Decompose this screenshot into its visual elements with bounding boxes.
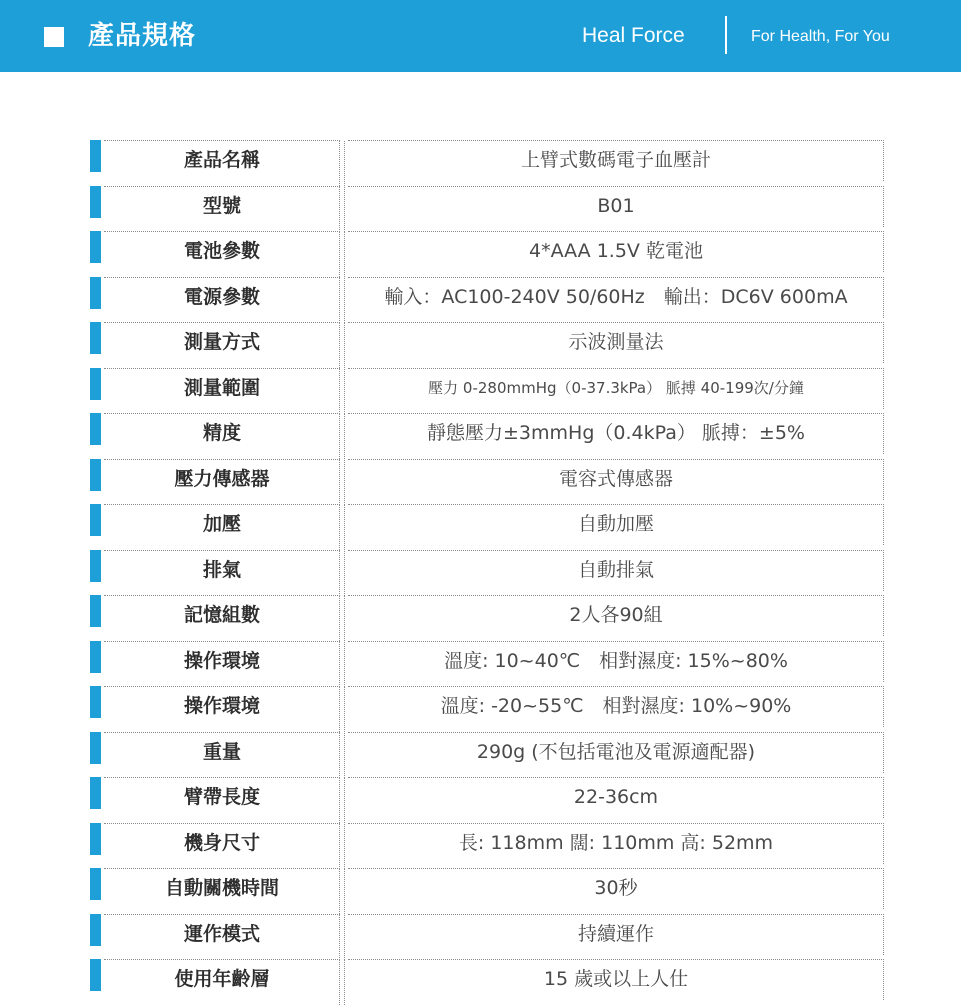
spec-label: 電源參數 [183, 285, 260, 308]
spec-value: 溫度: -20~55℃ 相對濕度: 10%~90% [440, 695, 792, 717]
spec-value: 22-36cm [573, 786, 659, 808]
spec-label: 電池參數 [183, 240, 260, 262]
spec-value: B01 [597, 194, 635, 217]
spec-value: 30秒 [594, 877, 638, 899]
spec-row [90, 868, 884, 914]
row-accent-bar [90, 959, 101, 991]
spec-label: 型號 [202, 194, 241, 217]
row-accent-bar [90, 413, 101, 445]
row-accent-bar [90, 140, 101, 172]
spec-row [90, 595, 884, 641]
page-title: 產品規格 [88, 21, 197, 51]
spec-label: 使用年齡層 [174, 968, 270, 990]
spec-label: 記憶組數 [183, 604, 260, 626]
spec-row [90, 459, 884, 505]
row-accent-bar [90, 641, 101, 673]
spec-value: 上臂式數碼電子血壓計 [520, 149, 711, 171]
spec-value: 長: 118mm 闊: 110mm 高: 52mm [458, 831, 774, 854]
spec-value: 示波測量法 [568, 331, 664, 353]
row-accent-bar [90, 368, 101, 400]
row-accent-bar [90, 459, 101, 491]
spec-label: 測量範圍 [183, 376, 260, 399]
square-icon [44, 27, 64, 47]
spec-value: 2人各90組 [569, 604, 663, 626]
brand-name: Heal Force [582, 24, 685, 47]
spec-label: 重量 [202, 740, 241, 763]
spec-value: 290g (不包括電池及電源適配器) [476, 740, 756, 763]
spec-row [90, 732, 884, 778]
header-divider [725, 16, 727, 54]
row-accent-bar [90, 231, 101, 263]
spec-label: 加壓 [202, 513, 241, 535]
spec-row [90, 140, 884, 186]
spec-label: 機身尺寸 [183, 831, 260, 854]
spec-row [90, 231, 884, 277]
spec-label: 壓力傳感器 [174, 467, 270, 490]
spec-value: 自動排氣 [577, 558, 654, 581]
row-accent-bar [90, 277, 101, 309]
row-accent-bar [90, 686, 101, 718]
spec-row [90, 186, 884, 232]
spec-row [90, 277, 884, 323]
row-accent-bar [90, 186, 101, 218]
spec-row [90, 322, 884, 368]
spec-label: 操作環境 [183, 695, 260, 717]
spec-row [90, 686, 884, 732]
spec-value: 自動加壓 [577, 513, 654, 535]
spec-value: 壓力 0-280mmHg（0-37.3kPa） 脈搏 40-199次/分鐘 [428, 378, 804, 397]
spec-table [90, 140, 884, 1005]
spec-value: 溫度: 10~40℃ 相對濕度: 15%~80% [444, 649, 788, 672]
row-accent-bar [90, 322, 101, 354]
spec-row [90, 777, 884, 823]
spec-value: 靜態壓力±3mmHg（0.4kPa） 脈搏：±5% [427, 422, 805, 444]
spec-row [90, 368, 884, 414]
spec-row [90, 413, 884, 459]
spec-value: 15 歲或以上人仕 [543, 968, 689, 990]
spec-row [90, 504, 884, 550]
spec-label: 操作環境 [183, 649, 260, 672]
spec-row [90, 959, 884, 1005]
header-banner [0, 0, 961, 72]
spec-value: 4*AAA 1.5V 乾電池 [529, 240, 703, 262]
spec-row [90, 914, 884, 960]
spec-label: 產品名稱 [183, 149, 260, 171]
row-accent-bar [90, 595, 101, 627]
spec-label: 臂帶長度 [183, 786, 260, 808]
spec-value: 電容式傳感器 [558, 467, 673, 490]
row-accent-bar [90, 550, 101, 582]
spec-label: 運作模式 [183, 922, 260, 945]
row-accent-bar [90, 868, 101, 900]
row-accent-bar [90, 504, 101, 536]
row-accent-bar [90, 777, 101, 809]
row-accent-bar [90, 823, 101, 855]
spec-label: 精度 [202, 422, 241, 444]
spec-value: 持續運作 [577, 922, 654, 945]
spec-row [90, 550, 884, 596]
spec-row [90, 823, 884, 869]
spec-label: 測量方式 [183, 331, 260, 353]
brand-slogan: For Health, For You [751, 28, 890, 45]
spec-row [90, 641, 884, 687]
spec-value: 輸入：AC100-240V 50/60Hz 輸出：DC6V 600mA [384, 285, 848, 308]
row-accent-bar [90, 914, 101, 946]
row-accent-bar [90, 732, 101, 764]
spec-label: 自動關機時間 [164, 877, 279, 899]
spec-label: 排氣 [202, 558, 241, 581]
